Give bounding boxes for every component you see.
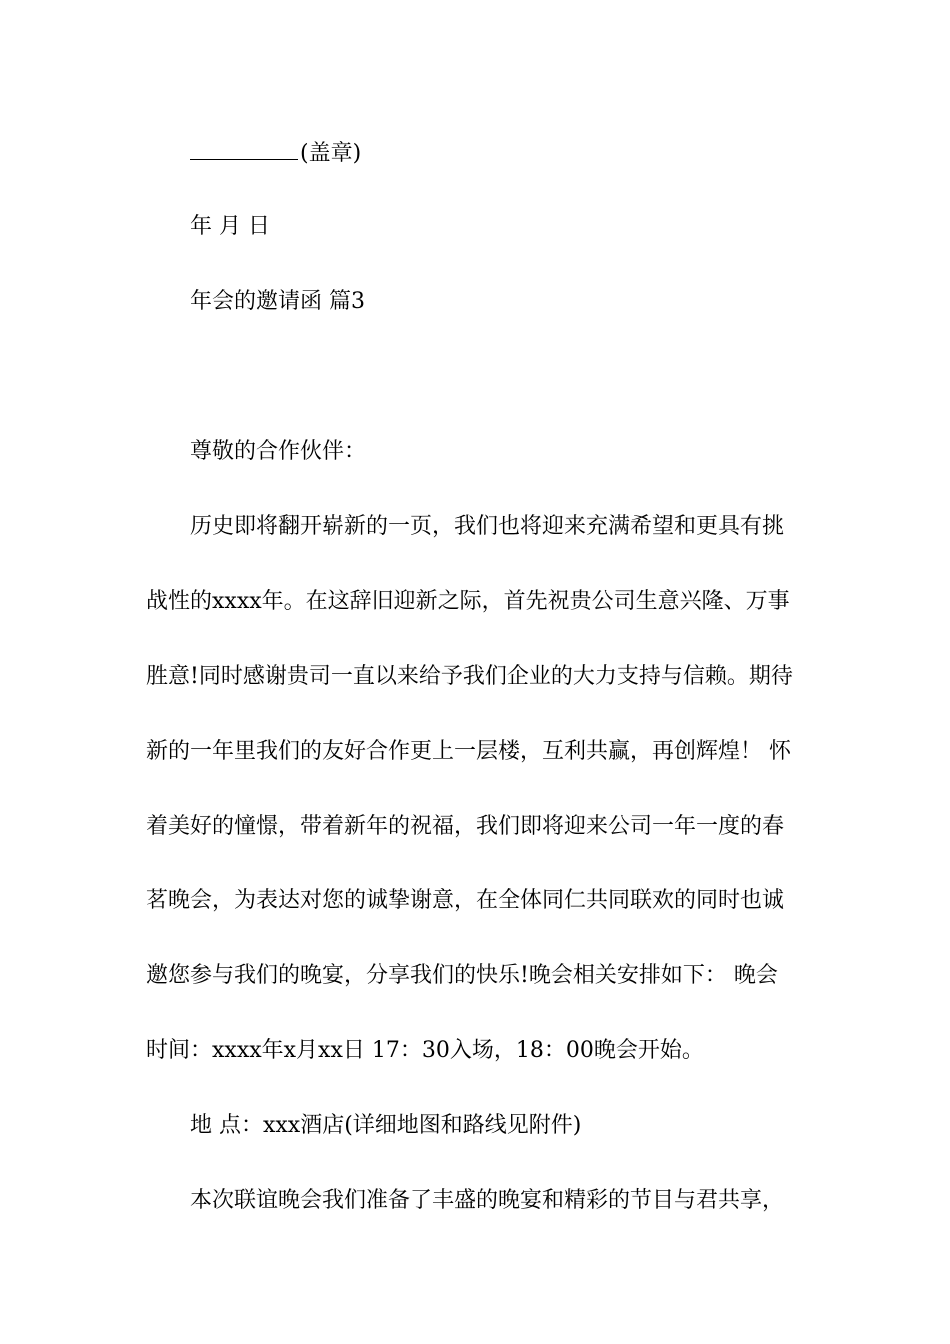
seal-line [190,137,361,169]
date-line: 年 月 日 [190,214,270,239]
paragraph-line: 战性的xxxx年。在这辞旧迎新之际，首先祝贵公司生意兴隆、万事 [146,589,790,614]
paragraph-line: 新的一年里我们的友好合作更上一层楼，互利共赢，再创辉煌！ 怀 [146,739,791,764]
paragraph-line: 邀您参与我们的晚宴，分享我们的快乐!晚会相关安排如下： 晚会 [146,963,778,988]
seal-label: (盖章) [300,141,362,166]
signature-blank [190,137,298,160]
salutation: 尊敬的合作伙伴： [190,439,367,464]
closing-line: 本次联谊晚会我们准备了丰盛的晚宴和精彩的节目与君共享， [190,1188,785,1213]
paragraph-line: 茗晚会，为表达对您的诚挚谢意，在全体同仁共同联欢的同时也诚 [146,888,785,913]
section-title: 年会的邀请函 篇3 [190,289,365,314]
paragraph-line: 历史即将翻开崭新的一页，我们也将迎来充满希望和更具有挑 [190,514,785,539]
location-line: 地 点：xxx酒店(详细地图和路线见附件) [190,1113,582,1138]
paragraph-line: 胜意!同时感谢贵司一直以来给予我们企业的大力支持与信赖。期待 [146,664,793,689]
paragraph-line: 时间：xxxx年x月xx日 17：30入场，18：00晚会开始。 [146,1038,704,1063]
paragraph-line: 着美好的憧憬，带着新年的祝福，我们即将迎来公司一年一度的春 [146,814,785,839]
